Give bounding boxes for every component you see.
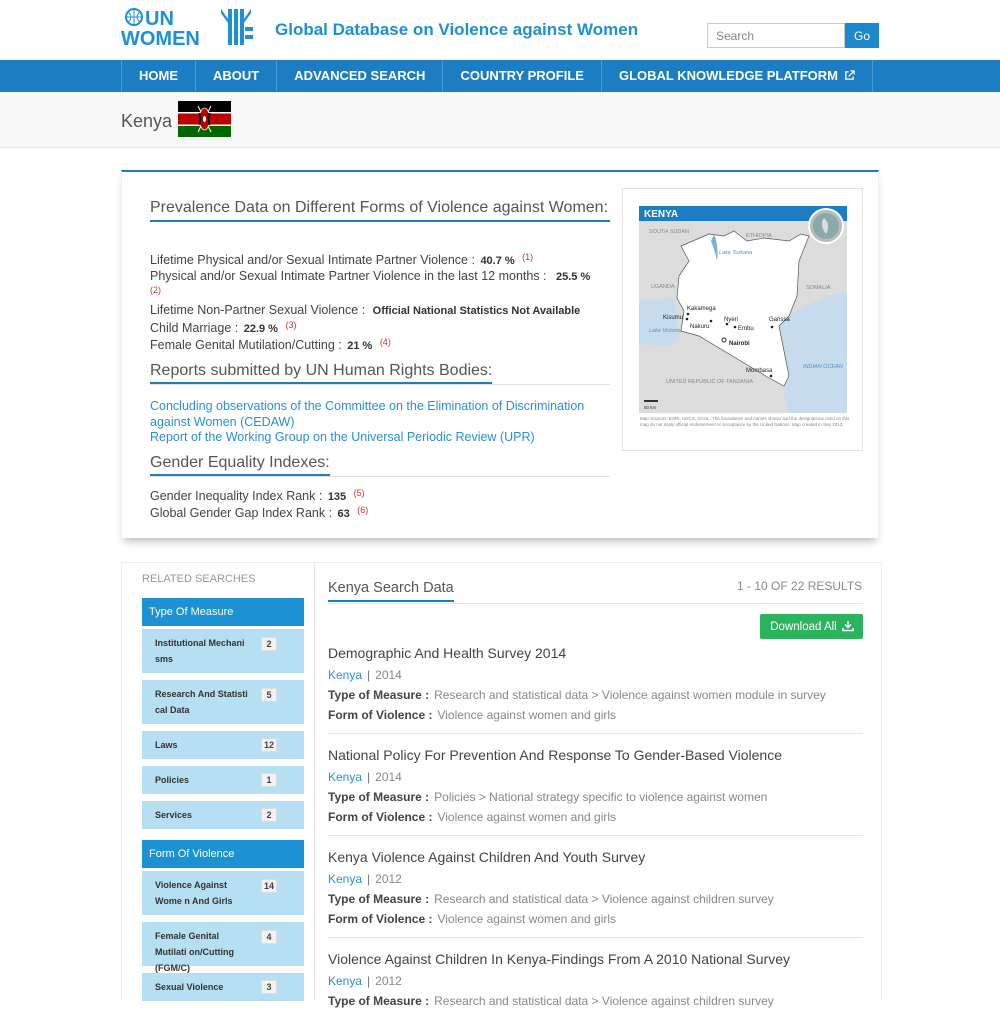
facet-item-count: 14 [261, 879, 277, 893]
prevalence-label: Lifetime Physical and/or Sexual Intimate Partner Violence : [150, 253, 475, 267]
map-label-lake-turkana: Lake Turkana [719, 250, 753, 256]
result-type-value: Research and statistical data > Violence against children survey [434, 994, 774, 1008]
facet-item-count: 5 [261, 688, 277, 702]
result-year: 2014 [375, 668, 402, 682]
map-label-tanzania: UNITED REPUBLIC OF TANZANIA [666, 379, 753, 385]
result-form-line [328, 807, 863, 827]
related-searches-sidebar [122, 563, 315, 1001]
kenya-flag-icon [178, 101, 231, 137]
facet-item-fgm[interactable] [142, 922, 304, 973]
divider [328, 733, 863, 734]
facet-item-count: 1 [261, 773, 277, 787]
main-nav [0, 60, 1000, 92]
prevalence-title: Prevalence Data on Different Forms of Violence against Women: [150, 198, 610, 222]
result-type-key: Type of Measure : [328, 892, 430, 906]
facet-item-count: 2 [261, 808, 277, 822]
prevalence-row-fgm [150, 337, 391, 352]
country-name: Kenya [121, 111, 173, 131]
result-type-value: Policies > National strategy specific to violence against women [434, 790, 768, 804]
result-meta [328, 869, 863, 889]
facet-item-count: 12 [261, 738, 277, 752]
country-bar [0, 92, 1000, 148]
prevalence-label: Female Genital Mutilation/Cutting : [150, 338, 342, 352]
index-label: Gender Inequality Index Rank : [150, 489, 323, 503]
facet-item-count: 4 [261, 930, 277, 944]
facet-item-label: Female Genital Mutilati on/Cutting (FGM/C) [155, 931, 234, 973]
map-label-embu: Embu [738, 326, 754, 332]
result-type-key: Type of Measure : [328, 790, 430, 804]
result-type-value: Research and statistical data > Violence against women module in survey [434, 688, 826, 702]
download-all-button[interactable] [760, 614, 863, 639]
divider [328, 937, 863, 938]
map-label-kakamega: Kakamega [687, 306, 716, 312]
facet-item-laws[interactable] [142, 731, 304, 759]
map-caption: Map Sources: ESRI, UNCS, GAUL. The boundaries and names shown and the designations used on this map do not imply official endorsement or acceptance by the United Nations. Map created in Sep 2013. [640, 416, 850, 427]
prevalence-label: Child Marriage : [150, 321, 239, 335]
facet-item-label: Institutional Mechani sms [155, 638, 245, 664]
map-label-ethiopia: ETHIOPIA [746, 233, 772, 239]
result-country-link[interactable]: Kenya [328, 974, 363, 988]
result-type-key: Type of Measure : [328, 994, 430, 1008]
result-type-key: Type of Measure : [328, 688, 430, 702]
index-label: Global Gender Gap Index Rank : [150, 506, 333, 520]
facet-type-of-measure[interactable]: Type Of Measure [142, 598, 304, 626]
related-searches-label: RELATED SEARCHES [142, 573, 256, 585]
result-separator: | [367, 872, 371, 886]
index-value: 63 [337, 508, 350, 520]
prevalence-label: Physical and/or Sexual Intimate Partner Violence in the last 12 months : [150, 269, 547, 283]
search-go-button[interactable]: Go [845, 23, 879, 48]
indexes-title: Gender Equality Indexes: [150, 454, 330, 476]
cedaw-report-link[interactable]: Concluding observations of the Committee on the Elimination of Discrimination against Women (CEDAW) [150, 399, 585, 429]
result-year: 2014 [375, 770, 402, 784]
result-type-line [328, 991, 863, 1008]
logo-text-bottom: WOMEN [121, 28, 200, 50]
result-item [328, 849, 863, 929]
facet-item-label: Sexual Violence [155, 982, 224, 992]
result-title-link[interactable]: Violence Against Children In Kenya-Findings From A 2010 National Survey [328, 951, 791, 967]
result-form-key: Form of Violence : [328, 810, 433, 824]
result-form-value: Violence against women and girls [437, 708, 617, 722]
result-country-link[interactable]: Kenya [328, 668, 363, 682]
upr-report-link[interactable]: Report of the Working Group on the Universal Periodic Review (UPR) [150, 430, 535, 444]
result-title-link[interactable]: National Policy For Prevention And Response To Gender-Based Violence [328, 747, 782, 763]
prevalence-ref-link[interactable]: (4) [379, 337, 391, 347]
facet-item-institutional-mechanisms[interactable] [142, 629, 304, 673]
facet-item-count: 2 [261, 637, 277, 651]
facet-item-label: Policies [155, 775, 190, 785]
index-row-gii [150, 488, 365, 503]
index-value: 135 [327, 491, 347, 503]
map-title: KENYA [644, 209, 679, 220]
map-label-nairobi: Nairobi [729, 341, 750, 347]
index-row-gggi [150, 505, 368, 520]
nav-global-knowledge-platform[interactable] [601, 60, 873, 92]
map-label-uganda: UGANDA [651, 284, 675, 290]
site-header [0, 0, 1000, 60]
result-form-value: Violence against women and girls [437, 912, 617, 926]
download-all-label: Download All [770, 620, 837, 633]
un-women-logo[interactable] [121, 7, 257, 50]
map-label-kisumu: Kisumu [663, 315, 684, 321]
nav-advanced-search[interactable]: ADVANCED SEARCH [276, 60, 442, 92]
map-label-nakuru: Nakuru [690, 324, 710, 330]
result-form-key: Form of Violence : [328, 708, 433, 722]
facet-item-research-statistical-data[interactable] [142, 680, 304, 724]
map-label-somalia: SOMALIA [806, 285, 831, 291]
prevalence-label: Lifetime Non-Partner Sexual Violence : [150, 303, 366, 317]
prevalence-card [121, 170, 879, 538]
result-form-line [328, 705, 863, 725]
external-link-icon [844, 70, 855, 81]
divider [328, 835, 863, 836]
map-label-garissa: Garissa [769, 317, 790, 323]
facet-item-label: Services [155, 810, 193, 820]
nav-global-knowledge-label: GLOBAL KNOWLEDGE PLATFORM [618, 68, 839, 83]
download-icon [843, 621, 853, 631]
results-count: 1 - 10 OF 22 RESULTS [737, 579, 863, 593]
result-year: 2012 [375, 974, 402, 988]
result-form-line [328, 909, 863, 929]
prevalence-value: 25.5 % [556, 271, 591, 283]
result-type-line [328, 889, 863, 909]
result-type-line [328, 685, 863, 705]
site-title[interactable]: Global Database on Violence against Women [275, 20, 639, 39]
results-title: Kenya Search Data [328, 580, 454, 602]
reports-title: Reports submitted by UN Human Rights Bodies: [150, 362, 492, 384]
prevalence-value: 40.7 % [480, 255, 515, 267]
result-separator: | [367, 974, 371, 988]
prevalence-row-non-partner [150, 303, 580, 317]
result-meta [328, 767, 863, 787]
search-input[interactable] [707, 23, 845, 48]
nav-country-profile[interactable]: COUNTRY PROFILE [442, 60, 601, 92]
map-label-lake-victoria: Lake Victoria [649, 328, 681, 334]
result-separator: | [367, 770, 371, 784]
map-label-mombasa: Mombasa [746, 368, 773, 374]
prevalence-row-lifetime-ipv [150, 252, 533, 267]
map-label-indian-ocean: INDIAN OCEAN [803, 364, 843, 370]
facet-item-label: Violence Against Wome n And Girls [155, 880, 233, 906]
prevalence-value: Official National Statistics Not Available [372, 305, 581, 317]
result-item [328, 747, 863, 827]
divider [150, 476, 610, 477]
result-title-link[interactable]: Kenya Violence Against Children And Youth Survey [328, 849, 646, 865]
prevalence-ref-link[interactable]: (1) [522, 252, 534, 262]
result-form-key: Form of Violence : [328, 912, 433, 926]
result-type-line [328, 787, 863, 807]
facet-item-label: Laws [155, 740, 178, 750]
facet-item-violence-against-women-girls[interactable] [142, 871, 304, 915]
facet-item-policies[interactable] [142, 766, 304, 794]
index-ref-link[interactable]: (6) [357, 505, 369, 515]
nav-home[interactable]: HOME [121, 60, 195, 92]
kenya-map[interactable] [622, 188, 863, 451]
logo-text-top: UN [145, 8, 174, 30]
facet-item-count: 3 [261, 980, 277, 994]
result-title-link[interactable]: Demographic And Health Survey 2014 [328, 645, 567, 661]
result-meta [328, 665, 863, 685]
divider [328, 603, 863, 604]
result-item [328, 951, 863, 1008]
prevalence-value: 21 % [347, 340, 373, 352]
prevalence-ref-link[interactable]: (2) [150, 285, 161, 295]
nav-about[interactable]: ABOUT [195, 60, 276, 92]
facet-item-label: Research And Statisti cal Data [155, 689, 248, 715]
map-scale: 50 km [644, 405, 657, 410]
kenya-map-graphic [639, 206, 847, 413]
facet-item-services[interactable] [142, 801, 304, 829]
divider [150, 384, 610, 385]
result-country-link[interactable]: Kenya [328, 770, 363, 784]
index-ref-link[interactable]: (5) [353, 488, 365, 498]
facet-form-of-violence[interactable]: Form Of Violence [142, 840, 304, 868]
map-label-south-sudan: SOUTH SUDAN [649, 229, 690, 235]
facet-item-sexual-violence[interactable] [142, 973, 304, 1001]
prevalence-row-child-marriage [150, 320, 296, 335]
prevalence-row-last12-ipv [150, 269, 590, 283]
prevalence-value: 22.9 % [243, 323, 278, 335]
result-meta [328, 971, 863, 991]
result-type-value: Research and statistical data > Violence against children survey [434, 892, 774, 906]
prevalence-ref-link[interactable]: (3) [285, 320, 297, 330]
result-form-value: Violence against women and girls [437, 810, 617, 824]
map-label-nyeri: Nyeri [724, 317, 739, 323]
search-results-section [121, 562, 882, 1008]
result-year: 2012 [375, 872, 402, 886]
result-item [328, 645, 863, 725]
result-country-link[interactable]: Kenya [328, 872, 363, 886]
result-separator: | [367, 668, 371, 682]
